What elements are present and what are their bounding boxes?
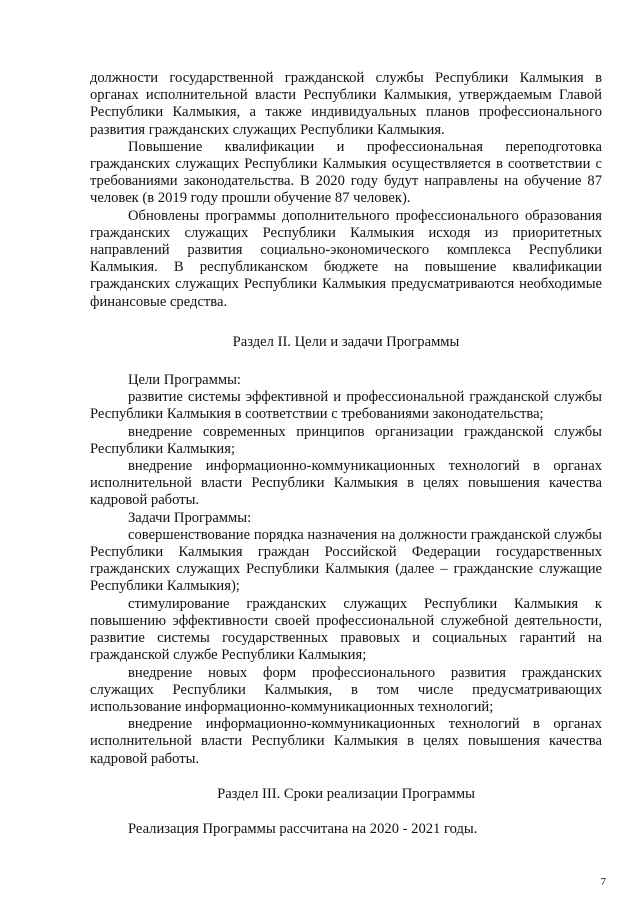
- task-item: совершенствование порядка назначения на должности гражданской службы Республики Калмыкия граждан Российской Федерации государственных гражданских служащих Республики Калмыкия (далее – гражданские служащие Республики Калмыкия);: [90, 526, 602, 595]
- tasks-title: Задачи Программы:: [128, 509, 252, 526]
- document-page: [90, 70, 602, 838]
- goal-item: внедрение современных принципов организации гражданской службы Республики Калмыкия;: [90, 423, 602, 457]
- paragraph-training: Повышение квалификации и профессиональная переподготовка гражданских служащих Республики Калмыкия осуществляется в соответствии с требованиями законодательства. В 2020 году будут направлены на обучение 87 человек (в 2019 году прошли обучение 87 человек).: [90, 138, 602, 207]
- paragraph-continuation: должности государственной гражданской службы Республики Калмыкия в органах исполнительной власти Республики Калмыкия, утверждаемым Главой Республики Калмыкия, а также индивидуальных планов профессионального развития гражданских служащих Республики Калмыкия.: [90, 70, 602, 138]
- task-item: стимулирование гражданских служащих Республики Калмыкия к повышению эффективности своей профессиональной служебной деятельности, развитие системы государственных правовых и социальных гарантий на гражданской службе Республики Калмыкия;: [90, 595, 602, 664]
- goals-title: Цели Программы:: [128, 372, 241, 389]
- goal-item: внедрение информационно-коммуникационных технологий в органах исполнительной власти Республики Калмыкия в целях повышения качества кадровой работы.: [90, 458, 602, 509]
- task-item: внедрение информационно-коммуникационных технологий в органах исполнительной власти Республики Калмыкия в целях повышения качества кадровой работы.: [90, 716, 602, 767]
- page-number: 7: [600, 876, 606, 888]
- section-2-heading: Раздел II. Цели и задачи Программы: [232, 333, 460, 350]
- goal-item: развитие системы эффективной и профессиональной гражданской службы Республики Калмыкия в соответствии с требованиями законодательства;: [90, 389, 602, 423]
- paragraph-programs: Обновлены программы дополнительного профессионального образования гражданских служащих Республики Калмыкия исходя из приоритетных направлений развития социально-экономического комплекса Республики Калмыкия. В республиканском бюджете на повышение квалификации гражданских служащих Республики Калмыкия предусматриваются необходимые финансовые средства.: [90, 207, 602, 310]
- section-3-heading: Раздел III. Сроки реализации Программы: [217, 785, 475, 802]
- task-item: внедрение новых форм профессионального развития гражданских служащих Республики Калмыкия, в том числе предусматривающих использование информационно-коммуникационных технологий;: [90, 664, 602, 715]
- implementation-period-text: Реализация Программы рассчитана на 2020 - 2021 годы.: [128, 820, 478, 837]
